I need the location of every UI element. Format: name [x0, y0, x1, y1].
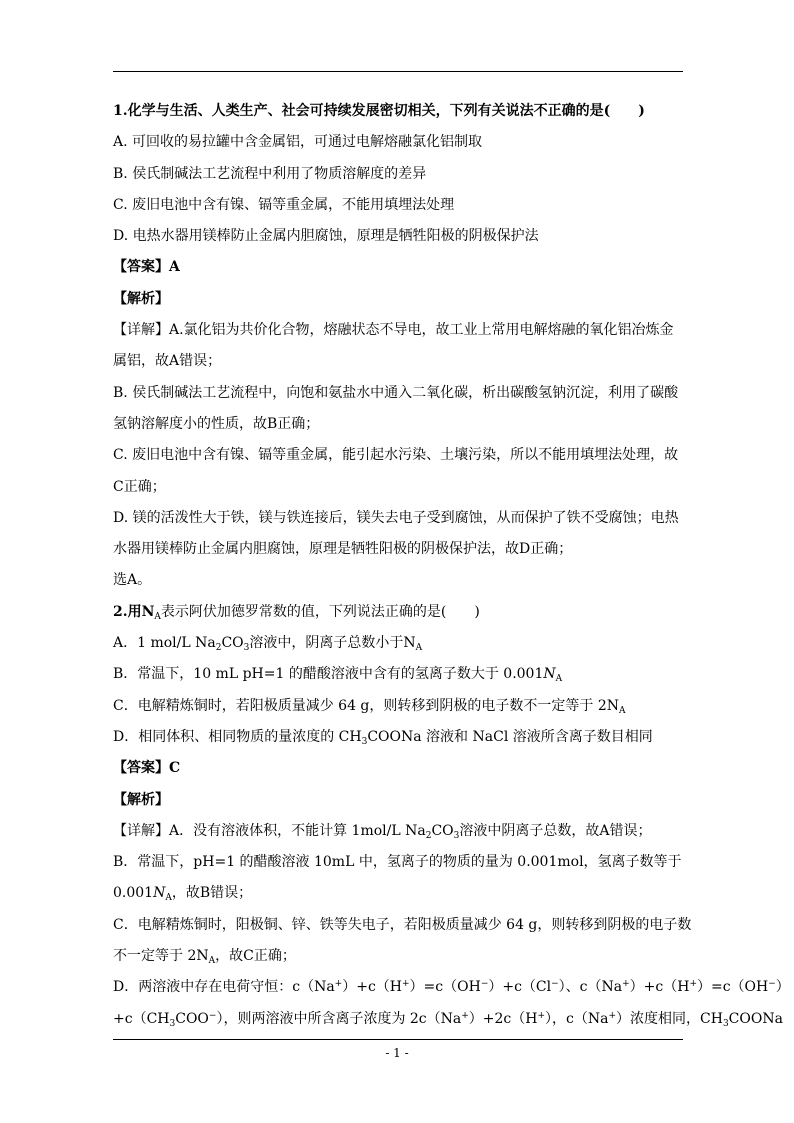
q2d6-p7: −: [768, 979, 776, 990]
q1-option-b: B. 侯氏制碱法工艺流程中利用了物质溶解度的差异: [113, 165, 427, 182]
q2d7-p4: +: [608, 1010, 617, 1021]
q2d7-t3: ），则两溶液中所含离子浓度为 2c（Na: [216, 1010, 462, 1027]
q1-option-a: A. 可回收的易拉罐中含金属铝，可通过电解熔融氯化铝制取: [113, 134, 483, 151]
q2-option-b: [113, 659, 685, 690]
q2d-t1: D．相同体积、相同物质的量浓度的 CH: [113, 728, 362, 745]
q2d6-t4: ）+c（Cl: [488, 979, 552, 996]
q2-detail-line-3: [113, 878, 685, 909]
q2d6-p6: +: [689, 979, 697, 990]
page-number: - 1 -: [385, 1046, 409, 1060]
q2d5-t1: 不一定等于 2N: [113, 948, 209, 965]
q2d7-t7: COONa: [728, 1010, 783, 1027]
q2-detail-line-7: [113, 1004, 783, 1035]
q2-detail-line-5: [113, 941, 685, 972]
q2d6-t7: ）=c（OH: [696, 979, 769, 996]
q2d3-i1: N: [153, 885, 166, 902]
q2d6-t6: ）+c（H: [629, 979, 690, 996]
q2b-i1: N: [543, 666, 556, 683]
q1-detail-line-6: C正确；: [113, 478, 166, 495]
q2a-t2: CO: [221, 635, 244, 652]
q2d1-s2: 3: [453, 830, 460, 841]
q2-detail-line-1: [113, 816, 685, 847]
q1-option-c: C. 废旧电池中含有镍、镉等重金属，不能用填埋法处理: [113, 196, 455, 213]
q2d5-t2: ，故C正确；: [215, 948, 296, 965]
q2a-t3: 溶液中，阴离子总数小于N: [249, 635, 416, 652]
q2-answer-value: C: [169, 760, 181, 777]
question-2-stem: [113, 597, 685, 628]
q2a-t1: A．1 mol/L Na: [113, 635, 216, 652]
q2-answer: [113, 753, 685, 784]
answer-label: 【答案】: [113, 259, 169, 276]
q2d7-s2: 3: [722, 1018, 729, 1029]
q2-detail-line-4: C．电解精炼铜时，阳极铜、锌、铁等失电子，若阳极质量减少 64 g，则转移到阴极的电子数: [113, 916, 692, 933]
q2-analysis-label: 【解析】: [113, 791, 169, 808]
q2-stem-sub: A: [154, 611, 161, 622]
footer-rule: [113, 1039, 683, 1040]
q2d6-p4: −: [551, 979, 559, 990]
q1-answer: [113, 252, 685, 283]
q2b-t1: B．常温下，10 mL pH=1 的醋酸溶液中含有的氢离子数大于 0.001: [113, 666, 544, 683]
q2d6-t2: ）+c（H: [342, 979, 402, 996]
q2d1-s1: 2: [425, 830, 432, 841]
q1-detail-line-7: D. 镁的活泼性大于铁，镁与铁连接后，镁失去电子受到腐蚀，从而保护了铁不受腐蚀；电热: [113, 509, 679, 526]
q2d6-t1: D．两溶液中存在电荷守恒：c（Na: [113, 979, 335, 996]
q2c-t1: C．电解精炼铜时，若阳极质量减少 64 g，则转移到阴极的电子数不一定等于 2N: [113, 697, 619, 714]
q2d-s1: 3: [361, 736, 368, 747]
q2a-s3: A: [415, 643, 423, 654]
document-body: [113, 96, 790, 1035]
q2d7-p1: −: [208, 1010, 217, 1021]
q1-detail-line-9: 选A。: [113, 572, 152, 589]
q2d7-s1: 3: [169, 1018, 176, 1029]
q2c-s1: A: [619, 705, 626, 716]
q2d6-p5: +: [622, 979, 630, 990]
q2-option-a: [113, 628, 685, 659]
q1-answer-value: A: [169, 259, 180, 276]
q2d6-t5: ）、c（Na: [558, 979, 623, 996]
q2d-t2: COONa 溶液和 NaCl 溶液所含离子数目相同: [367, 728, 653, 745]
q2d7-t6: ）浓度相同，CH: [616, 1010, 723, 1027]
q2d6-t8: ）: [775, 979, 790, 996]
q2d7-p2: +: [461, 1010, 469, 1021]
q2-detail-line-6: [113, 972, 790, 1003]
q1-detail-line-4: 氢钠溶解度小的性质，故B正确；: [113, 415, 320, 432]
q2d5-s1: A: [208, 956, 216, 967]
q2d3-t2: ，故B错误；: [171, 885, 253, 902]
q2d7-t4: ）+2c（H: [468, 1010, 538, 1027]
q1-detail-line-8: 水器用镁棒防止金属内胆腐蚀，原理是牺牲阳极的阴极保护法，故D正确；: [113, 541, 573, 558]
q1-detail-line-3: B. 侯氏制碱法工艺流程中，向饱和氨盐水中通入二氧化碳，析出碳酸氢钠沉淀，利用了碳酸: [113, 384, 679, 401]
q2d7-p3: +: [537, 1010, 546, 1021]
q1-detail-line-5: C. 废旧电池中含有镍、镉等重金属，能引起水污染、土壤污染，所以不能用填埋法处理，故: [113, 447, 679, 464]
q2d7-t1: +c（CH: [113, 1010, 170, 1027]
q2d3-s1: A: [165, 893, 172, 904]
question-1-stem: 1.化学与生活、人类生产、社会可持续发展密切相关，下列有关说法不正确的是( ): [113, 103, 645, 119]
q2d6-p2: +: [402, 979, 410, 990]
q2a-s2: 3: [243, 643, 250, 654]
q2d7-t2: COO: [175, 1010, 209, 1027]
q2d1-t1: 【详解】A．没有溶液体积，不能计算 1mol/L Na: [113, 822, 426, 839]
header-rule: [113, 71, 683, 72]
q2a-s1: 2: [215, 643, 222, 654]
answer-label: 【答案】: [113, 760, 169, 777]
q2d6-p3: −: [480, 979, 489, 990]
q2d1-t2: CO: [431, 822, 454, 839]
q1-analysis-label: 【解析】: [113, 290, 169, 307]
q2d1-t3: 溶液中阴离子总数，故A错误；: [459, 822, 652, 839]
q2d6-t3: ）=c（OH: [409, 979, 481, 996]
q2d6-p1: +: [334, 979, 343, 990]
q2-option-d: [113, 722, 685, 753]
q2d3-t1: 0.001: [113, 885, 154, 902]
q2-stem-pre: 2.用N: [113, 603, 155, 620]
q2-stem-post: 表示阿伏加德罗常数的值，下列说法正确的是( ): [160, 603, 480, 620]
q2-detail-line-2: B．常温下，pH=1 的醋酸溶液 10mL 中，氢离子的物质的量为 0.001mol，氢离子数等于: [113, 854, 682, 871]
q2d7-t5: ），c（Na: [545, 1010, 609, 1027]
q1-option-d: D. 电热水器用镁棒防止金属内胆腐蚀，原理是牺牲阳极的阴极保护法: [113, 228, 539, 245]
q2-option-c: [113, 691, 685, 722]
q1-detail-line-2: 属铝，故A错误；: [113, 353, 222, 370]
q1-detail-line-1: 【详解】A.氯化铝为共价化合物，熔融状态不导电，故工业上常用电解熔融的氧化铝冶炼金: [113, 322, 674, 339]
q2b-s1: A: [555, 674, 563, 685]
